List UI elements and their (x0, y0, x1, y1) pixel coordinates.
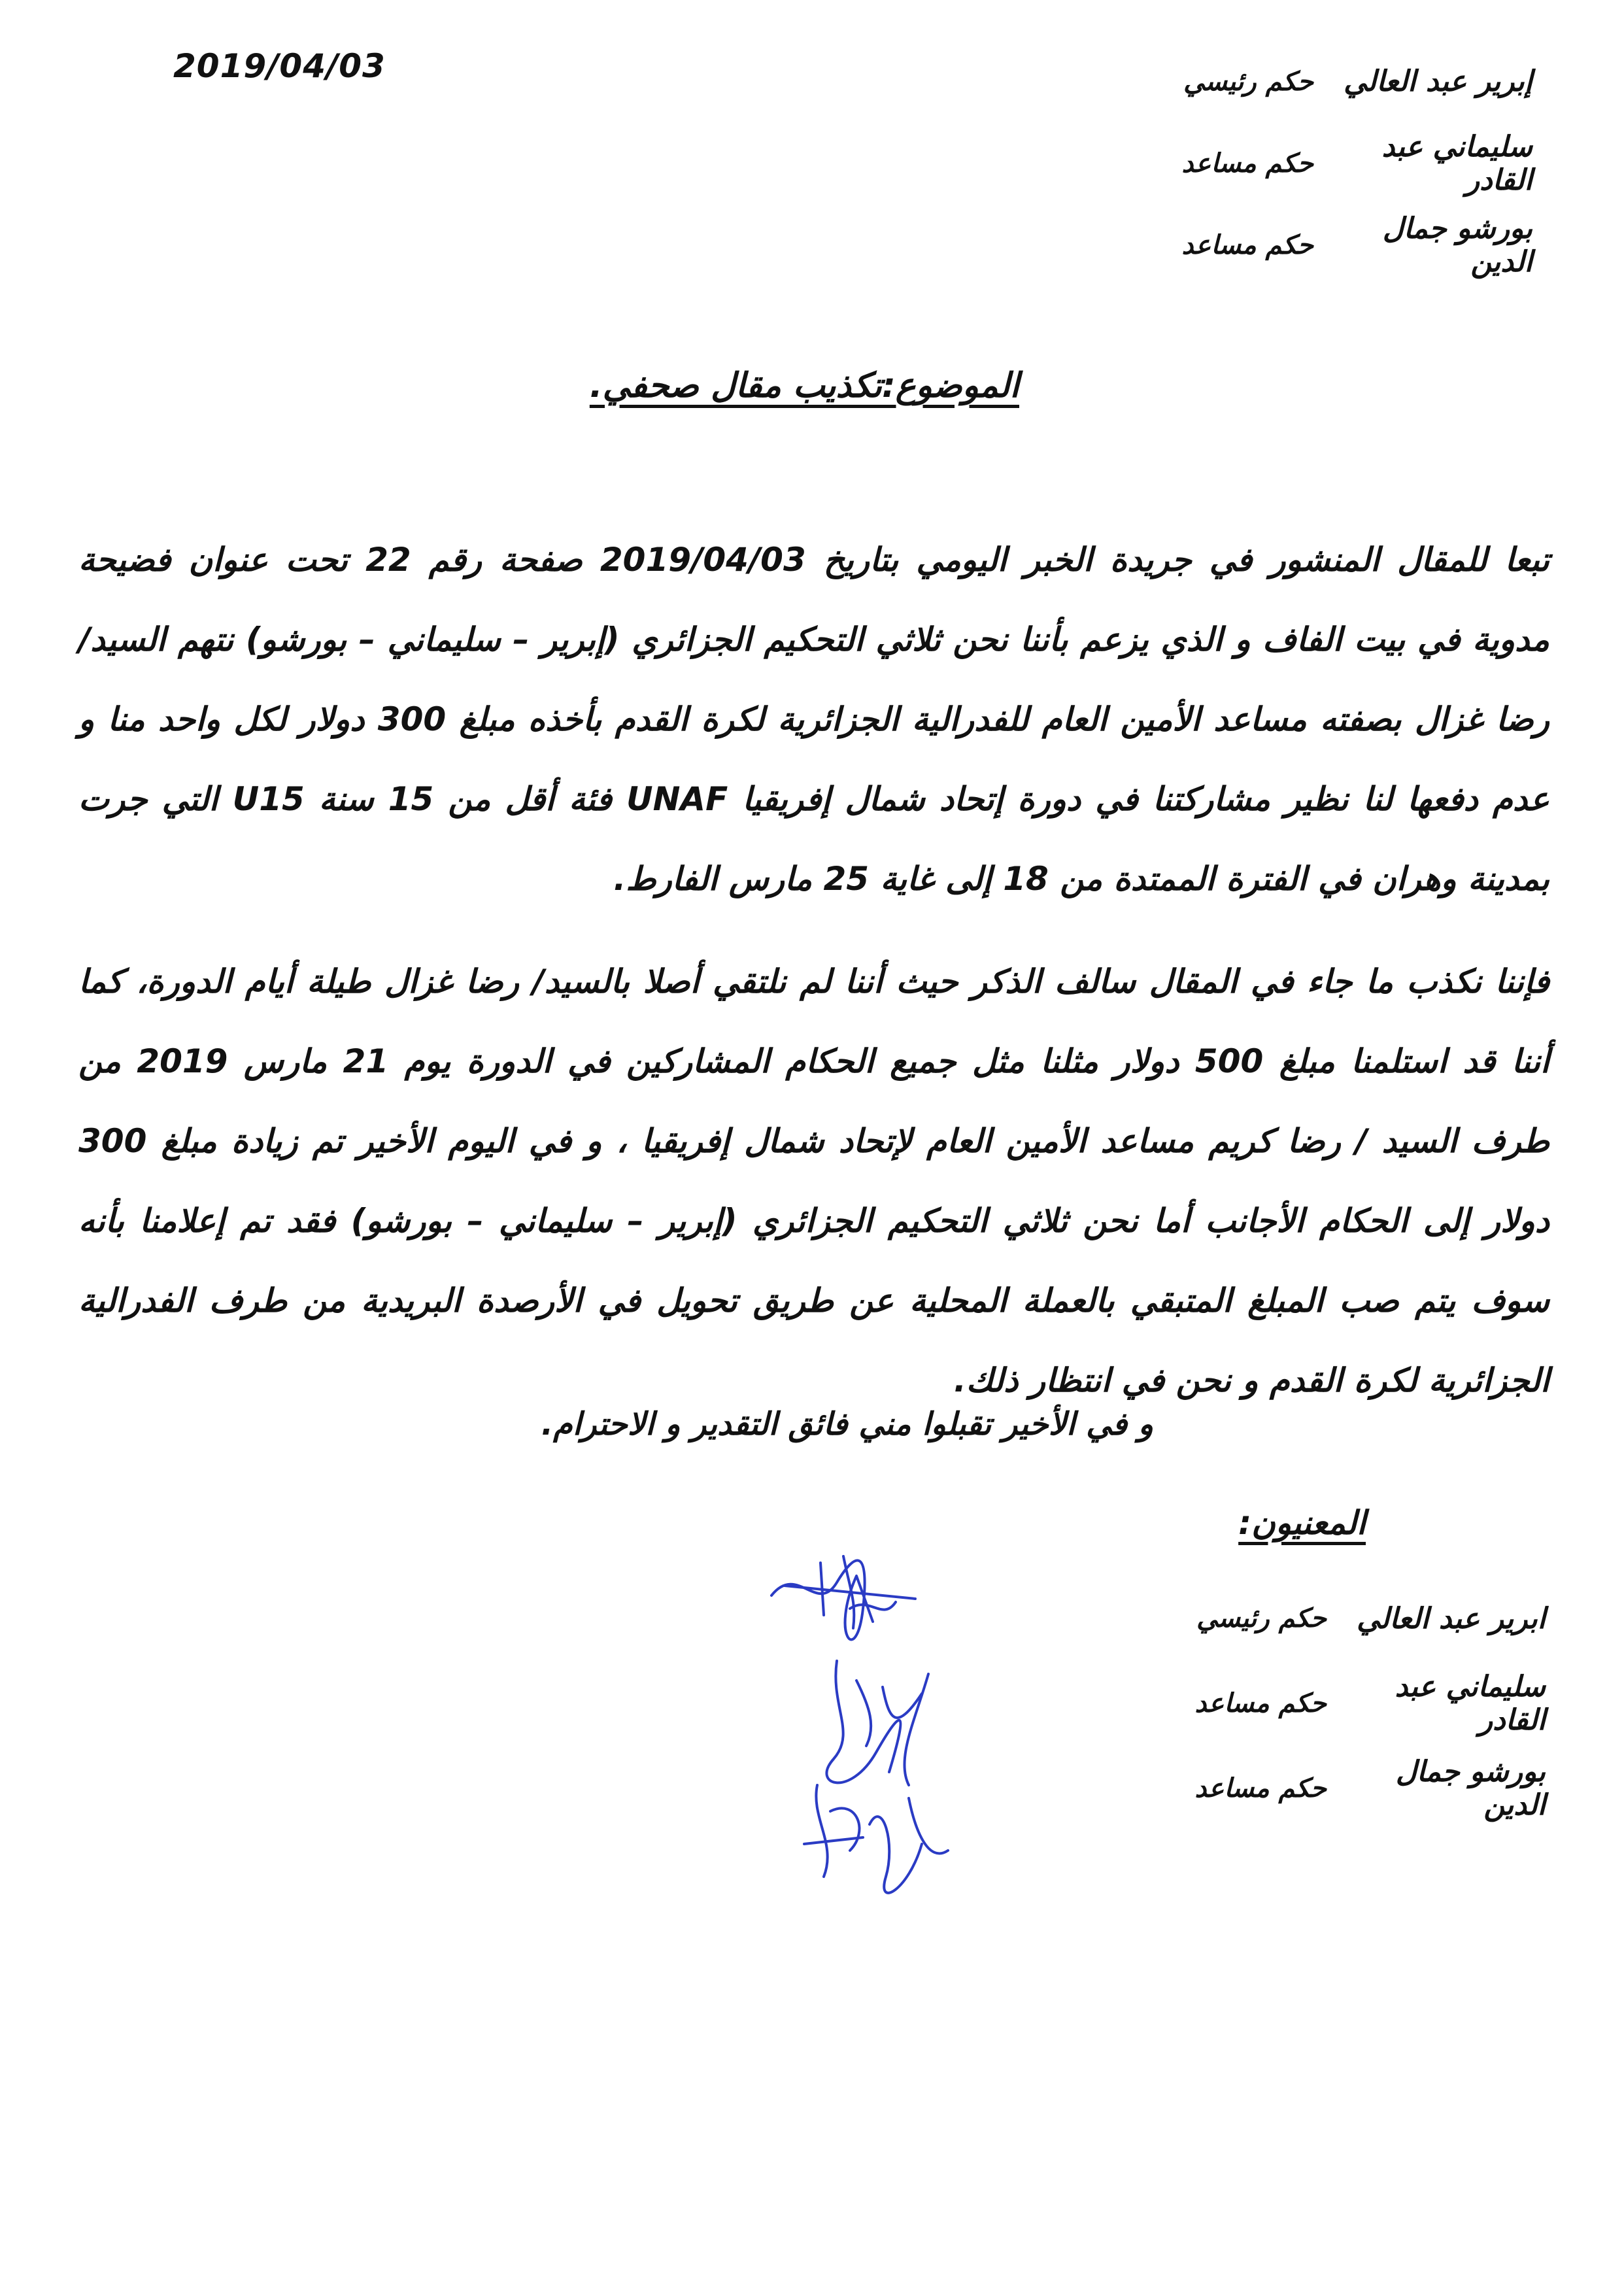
signature-stroke-4 (850, 1602, 896, 1610)
signature-stroke-9 (870, 1817, 922, 1893)
header-referee-row (944, 204, 1532, 286)
referee-name: سليماني عبد القادر (1381, 129, 1532, 197)
signature-stroke-6 (856, 1680, 922, 1746)
signatory-list (957, 1576, 1546, 1831)
signature-stroke-8 (816, 1785, 859, 1877)
body-paragraph-2: فإننا نكذب ما جاء في المقال سالف الذكر حيث أننا لم نلتقي أصلا بالسيد/ رضا غزال طيلة أيام الدورة، كما أننا قد استلمنا مبلغ 500 دولار مثلنا مثل جميع الحكام المشاركين في الدورة يوم 21 مارس 2019 من طرف السيد / رضا كريم مساعد الأمين العام لإتحاد شمال إفريقيا ، و في اليوم الأخير تم زيادة مبلغ 300 دولار إلى الحكام الأجانب أما نحن ثلاثي التحكيم الجزائري (إبرير – سليماني – بورشو) فقد تم إعلامنا بأنه سوف يتم صب المبلغ المتبقي بالعملة المحلية عن طريق تحويل في الأرصدة البريدية من طرف الفدرالية الجزائرية لكرة القدم و نحن في انتظار ذلك. (78, 963, 1549, 1399)
letter-date: 2019/04/03 (173, 47, 386, 85)
referee-role: حكم مساعد (1181, 148, 1313, 179)
signatory-role: حكم مساعد (1194, 1773, 1327, 1803)
signatory-name: بورشو جمال الدين (1395, 1755, 1546, 1822)
header-referee-row (944, 122, 1532, 204)
signatories-heading: المعنيون: (1238, 1504, 1366, 1542)
referee-name: إبرير عبد العالي (1344, 65, 1532, 98)
header-referee-row (944, 41, 1532, 122)
signatory-role: حكم رئيسي (1196, 1603, 1327, 1633)
header-referee-list (944, 41, 1532, 286)
signature-stroke-7 (904, 1674, 928, 1785)
referee-role: حكم مساعد (1181, 230, 1313, 260)
body-paragraph-1: تبعا للمقال المنشور في جريدة الخبر اليومي بتاريخ 2019/04/03 صفحة رقم 22 تحت عنوان فضيحة مدوية في بيت الفاف و الذي يزعم بأننا نحن ثلاثي التحكيم الجزائري (إبرير – سليماني – بورشو) نتهم السيد/ رضا غزال بصفته مساعد الأمين العام للفدرالية الجزائرية لكرة القدم بأخذه مبلغ 300 دولار لكل واحد منا و عدم دفعها لنا نظير مشاركتنا في دورة إتحاد شمال إفريقيا UNAF فئة أقل من 15 سنة U15 التي جرت بمدينة وهران في الفترة الممتدة من 18 إلى غاية 25 مارس الفارط. (78, 541, 1549, 898)
closing-line: و في الأخير تقبلوا مني فائق التقدير و الاحترام. (541, 1406, 1153, 1442)
signatory-role: حكم مساعد (1194, 1688, 1327, 1718)
handwritten-signatures (758, 1537, 981, 1903)
signatory-row (957, 1746, 1546, 1831)
signatory-name: سليماني عبد القادر (1395, 1670, 1546, 1737)
letter-subject: الموضوع:تكذيب مقال صحفي. (589, 366, 1019, 405)
signatory-name: ابرير عبد العالي (1357, 1601, 1546, 1635)
referee-name: بورشو جمال الدين (1382, 211, 1532, 279)
referee-role: حكم رئيسي (1183, 66, 1313, 97)
signatory-row (957, 1661, 1546, 1746)
signature-stroke-5 (826, 1661, 900, 1783)
signatory-row (957, 1576, 1546, 1661)
